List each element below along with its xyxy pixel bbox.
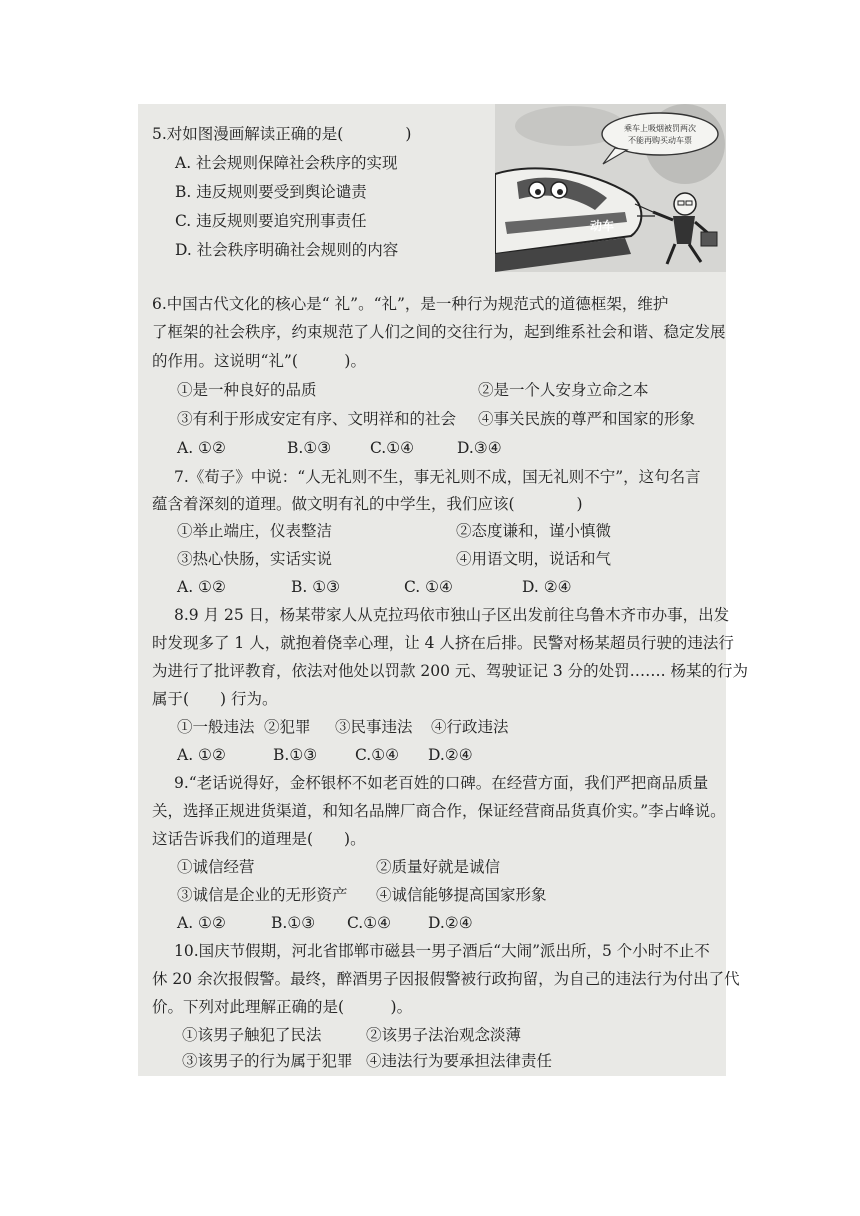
q8-item-1: ①一般违法 [177,718,255,736]
q7-choice-c: C. ①④ [404,578,453,596]
q5-stem: 5.对如图漫画解读正确的是( ) [152,125,412,143]
train-label: 动车 [590,219,615,233]
q6-line-1: 6.中国古代文化的核心是“ 礼”。“礼”，是一种行为规范式的道德框架，维护 [152,295,669,313]
q7-item-1: ①举止端庄，仪表整洁 [177,522,333,540]
q7-choice-b: B. ①③ [291,578,341,596]
q8-item-2: ②犯罪 [264,718,311,736]
q6-line-3: 的作用。这说明“礼”( )。 [152,352,366,370]
q8-choice-d: D.②④ [428,746,473,764]
q9-item-1: ①诚信经营 [177,858,255,876]
q8-item-3: ③民事违法 [335,718,413,736]
q7-item-3: ③热心快肠，实话实说 [177,550,333,568]
q9-item-4: ④诚信能够提高国家形象 [376,886,547,904]
q10-item-3: ③该男子的行为属于犯罪 [182,1052,353,1070]
q7-line-2: 蕴含着深刻的道理。做文明有礼的中学生，我们应该( ) [152,495,583,513]
q9-choice-a: A. ①② [177,914,226,932]
q7-choice-a: A. ①② [177,578,226,596]
q8-line-3: 为进行了批评教育，依法对他处以罚款 200 元、驾驶证记 3 分的处罚……. 杨某的行为 [152,662,749,680]
q8-line-1: 8.9 月 25 日，杨某带家人从克拉玛依市独山子区出发前往乌鲁木齐市办事，出发 [174,606,730,624]
q8-choice-a: A. ①② [177,746,226,764]
q5-option-c: C. 违反规则要追究刑事责任 [175,212,367,230]
q7-item-2: ②态度谦和，谨小慎微 [456,522,612,540]
q10-line-2: 休 20 余次报假警。最终，醉酒男子因报假警被行政拘留，为自己的违法行为付出了代 [152,970,740,988]
q8-line-4: 属于( ) 行为。 [152,690,278,708]
q5-option-a: A. 社会规则保障社会秩序的实现 [175,154,398,172]
q8-line-2: 时发现多了 1 人，就抱着侥幸心理，让 4 人挤在后排。民警对杨某超员行驶的违法行 [152,634,734,652]
q7-item-4: ④用语文明，说话和气 [456,550,612,568]
q9-choice-d: D.②④ [428,914,473,932]
q6-item-2: ②是一个人安身立命之本 [478,381,649,399]
q9-item-2: ②质量好就是诚信 [376,858,501,876]
bubble-text-line2: 不能再购买动车票 [628,136,692,145]
q10-item-4: ④违法行为要承担法律责任 [366,1052,553,1070]
q5-option-b: B. 违反规则要受到舆论谴责 [175,183,367,201]
q8-choice-c: C.①④ [355,746,400,764]
q6-choice-b: B.①③ [287,439,332,457]
q9-line-3: 这话告诉我们的道理是( )。 [152,830,366,848]
q9-item-3: ③诚信是企业的无形资产 [177,886,348,904]
bubble-text-line1: 乘车上吸烟被罚两次 [624,124,696,133]
q9-choice-b: B.①③ [271,914,316,932]
q7-choice-d: D. ②④ [522,578,572,596]
q5-cartoon [495,104,726,272]
q6-item-1: ①是一种良好的品质 [177,381,317,399]
q6-choice-d: D.③④ [457,439,502,457]
train-cartoon-illustration [495,104,726,272]
q9-line-2: 关，选择正规进货渠道，和知名品牌厂商合作，保证经营商品货真价实。”李占峰说。 [152,802,726,820]
q8-item-4: ④行政违法 [431,718,509,736]
q5-option-d: D. 社会秩序明确社会规则的内容 [175,241,399,259]
q6-item-4: ④事关民族的尊严和国家的形象 [478,410,696,428]
q6-choice-c: C.①④ [370,439,415,457]
q6-line-2: 了框架的社会秩序，约束规范了人们之间的交往行为，起到维系社会和谐、稳定发展 [152,323,726,341]
q10-item-1: ①该男子触犯了民法 [182,1026,322,1044]
q9-line-1: 9.“老话说得好，金杯银杯不如老百姓的口碑。在经营方面，我们严把商品质量 [174,774,709,792]
q6-choice-a: A. ①② [177,439,226,457]
q10-line-3: 价。下列对此理解正确的是( )。 [152,998,413,1016]
q10-line-1: 10.国庆节假期，河北省邯郸市磁县一男子酒后“大闹”派出所，5 个小时不止不 [174,942,710,960]
exam-page [138,104,749,1076]
q9-choice-c: C.①④ [347,914,392,932]
q6-item-3: ③有利于形成安定有序、文明祥和的社会 [177,410,457,428]
q10-item-2: ②该男子法治观念淡薄 [366,1026,522,1044]
q7-line-1: 7.《荀子》中说：“人无礼则不生，事无礼则不成，国无礼则不宁”，这句名言 [174,468,701,486]
q8-choice-b: B.①③ [273,746,318,764]
